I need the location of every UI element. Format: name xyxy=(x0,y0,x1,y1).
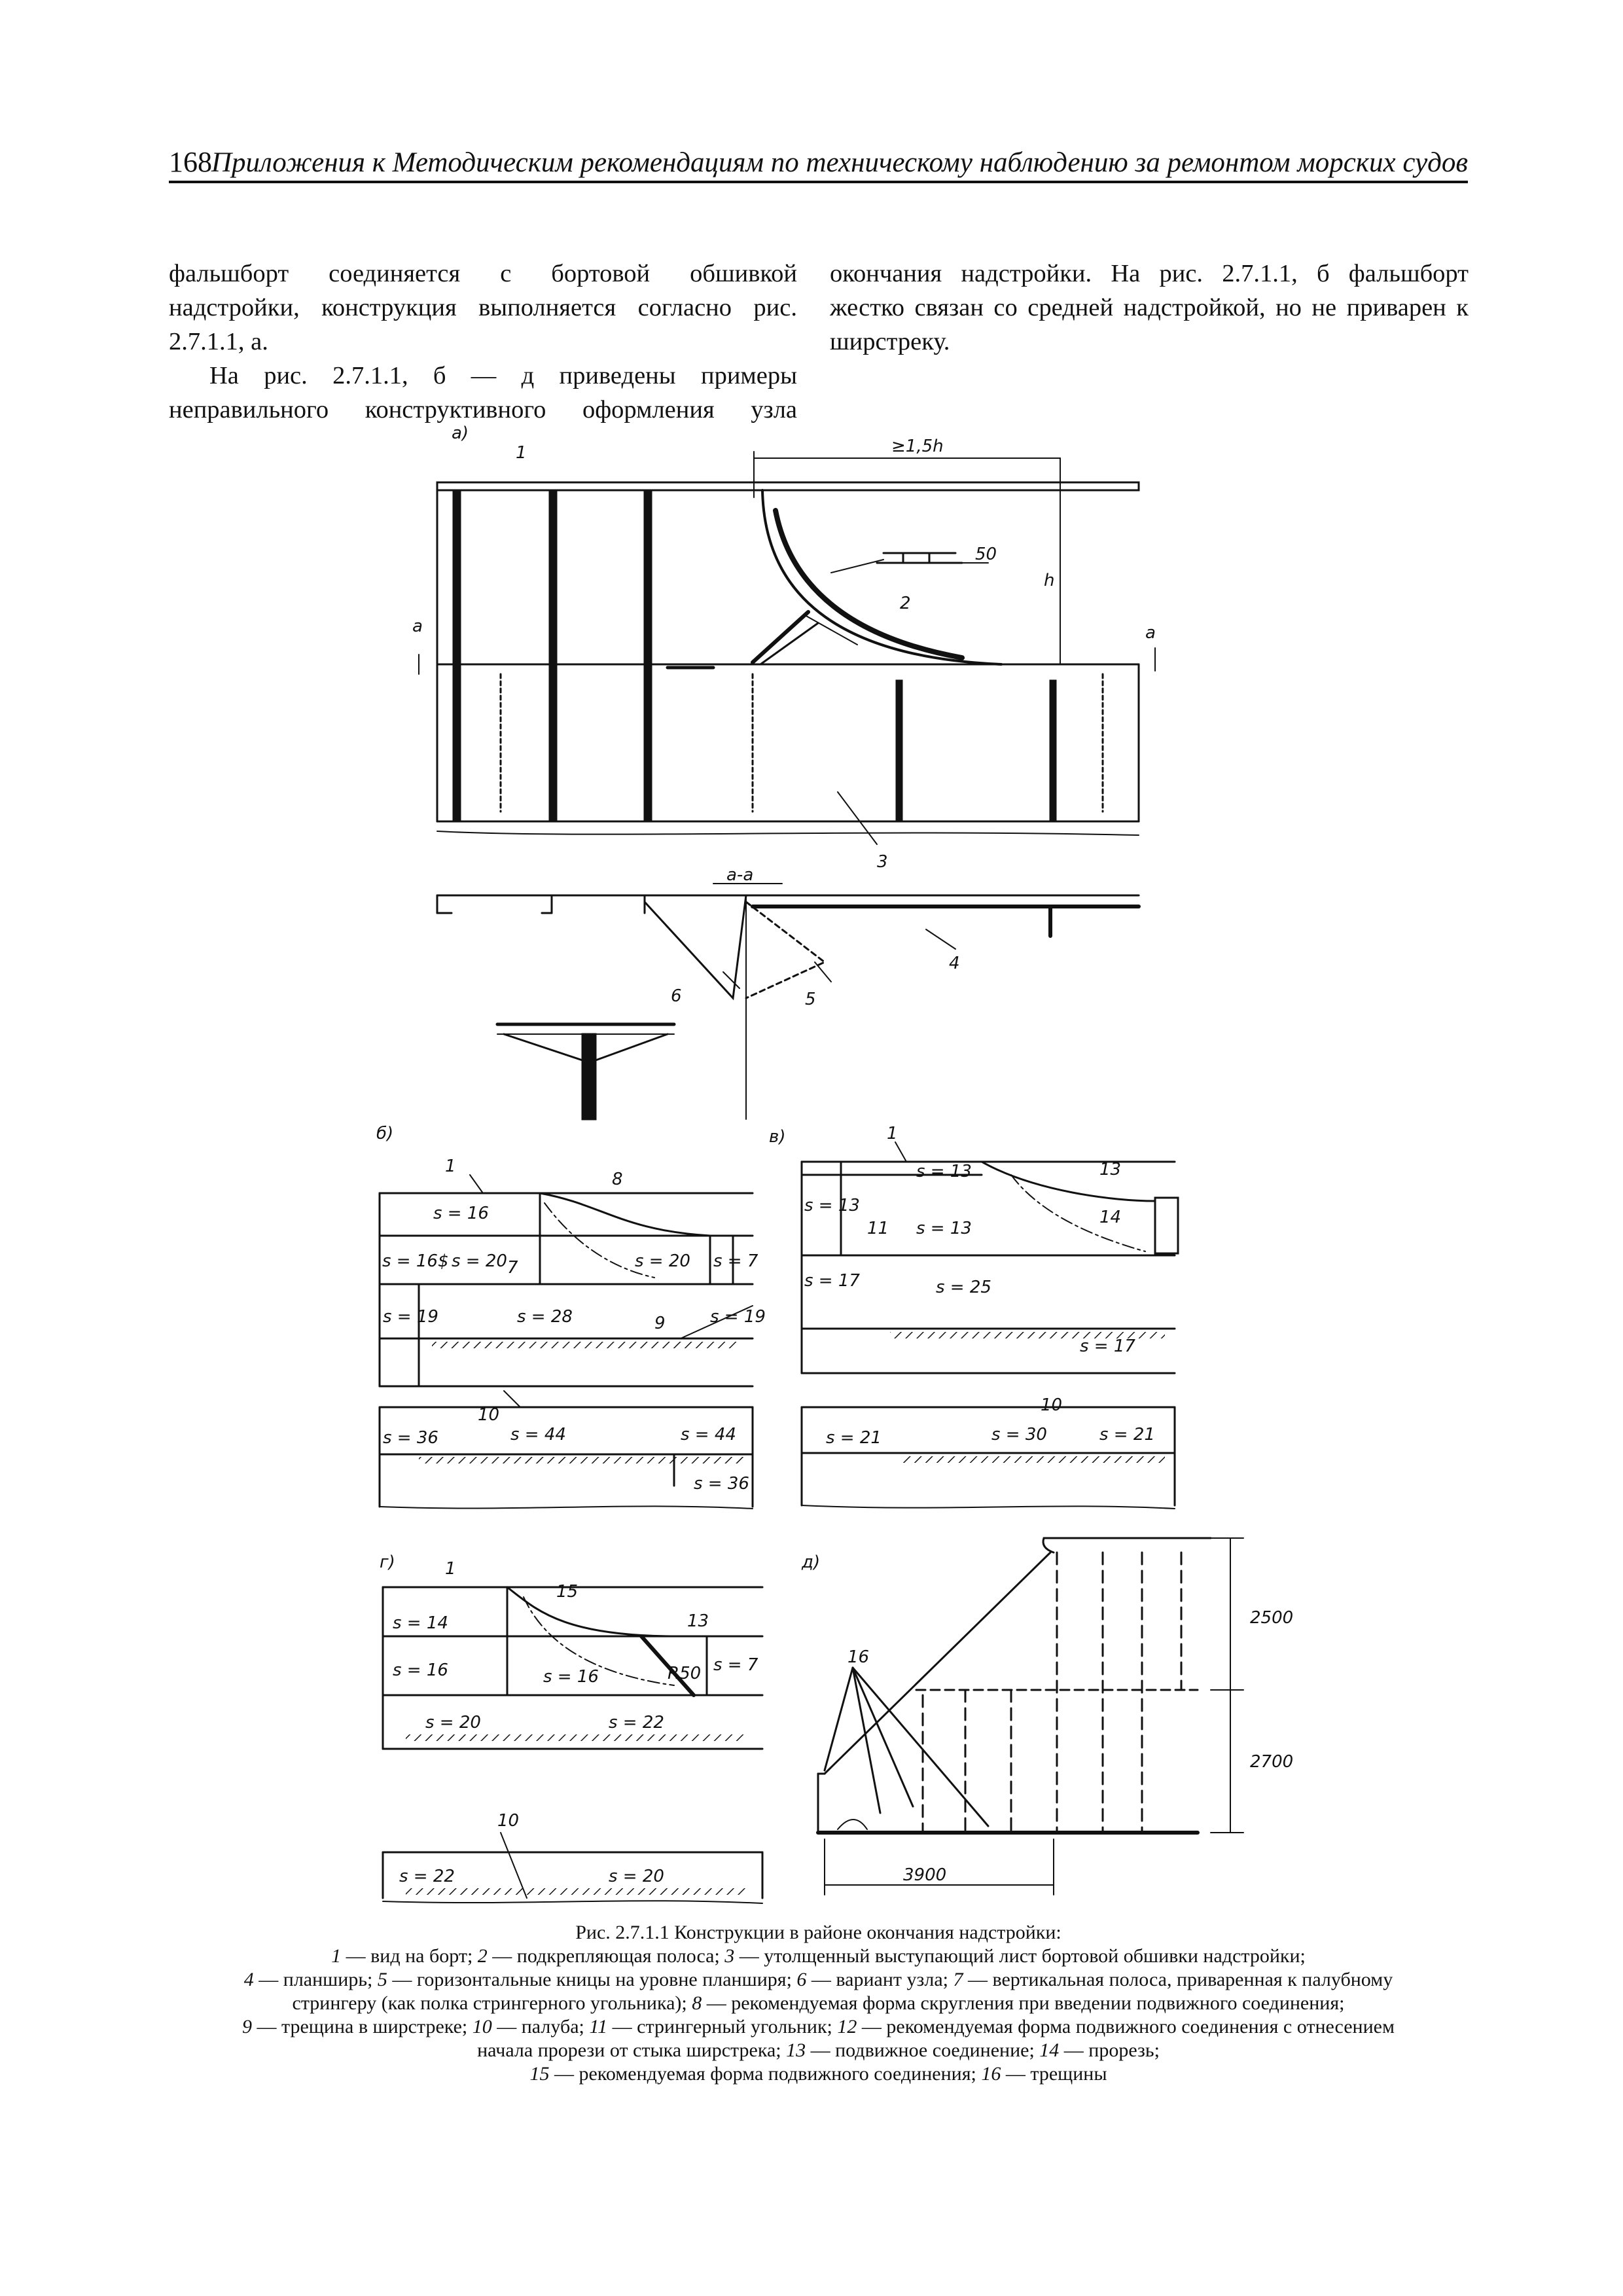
v-s13c: s = 13 xyxy=(916,1219,972,1238)
v-s17: s = 17 xyxy=(804,1271,860,1291)
callout-9: 9 xyxy=(654,1314,666,1333)
v-s30: s = 30 xyxy=(991,1425,1047,1444)
legend-text: — стрингерный угольник; xyxy=(607,2016,838,2037)
legend-number: 2 xyxy=(477,1945,488,1967)
callout-13: 13 xyxy=(1099,1160,1122,1179)
g-s16: s = 16 xyxy=(393,1660,448,1680)
callout-3: 3 xyxy=(877,852,888,872)
legend-number: 9 xyxy=(242,2016,253,2037)
callout-1: 1 xyxy=(887,1124,898,1143)
section-mark-right: а xyxy=(1145,623,1156,643)
legend-text: — прорезь; xyxy=(1059,2039,1160,2061)
caption-line xyxy=(169,1968,1468,1992)
legend-text: начала прорези от стыка ширстрека; xyxy=(477,2039,787,2061)
callout-6: 6 xyxy=(671,986,682,1006)
legend-text: — трещина в ширстреке; xyxy=(252,2016,473,2037)
panel-v-label: в) xyxy=(769,1127,786,1147)
legend-text: — подкрепляющая полоса; xyxy=(487,1945,725,1967)
legend-text: — вид на борт; xyxy=(341,1945,478,1967)
dim-overhang: ≥1,5h xyxy=(891,437,944,456)
legend-number: 8 xyxy=(692,1992,702,2014)
legend-number: 6 xyxy=(796,1969,807,1990)
g-s16b: s = 16 xyxy=(543,1667,599,1687)
legend-text: — подвижное соединение; xyxy=(806,2039,1040,2061)
legend-text: — рекомендуемая форма скругления при введении подвижного соединения; xyxy=(702,1992,1345,2014)
callout-1: 1 xyxy=(516,443,527,463)
technical-drawing-figure xyxy=(353,412,1294,1918)
legend-text: — палуба; xyxy=(491,2016,590,2037)
legend-number: 12 xyxy=(837,2016,857,2037)
legend-number: 16 xyxy=(981,2063,1001,2085)
b-s20: s = 20 xyxy=(452,1251,507,1271)
g-s22b: s = 22 xyxy=(399,1867,455,1886)
legend-number: 7 xyxy=(953,1969,963,1990)
v-s21: s = 21 xyxy=(826,1428,882,1448)
dim-3900: 3900 xyxy=(903,1865,947,1885)
v-s21b: s = 21 xyxy=(1099,1425,1155,1444)
legend-text: — планширь; xyxy=(253,1969,378,1990)
g-s20b: s = 20 xyxy=(609,1867,664,1886)
legend-number: 15 xyxy=(529,2063,550,2085)
callout-10: 10 xyxy=(1041,1395,1063,1415)
b-s44b: s = 44 xyxy=(681,1425,736,1444)
legend-number: 4 xyxy=(243,1969,254,1990)
panel-g xyxy=(383,1587,762,1903)
caption-line xyxy=(169,1992,1468,2015)
text-column-left xyxy=(169,257,797,427)
dim-h: h xyxy=(1044,571,1055,590)
g-s20: s = 20 xyxy=(425,1713,481,1732)
panel-d xyxy=(818,1538,1243,1895)
callout-10: 10 xyxy=(478,1405,500,1425)
legend-text: — рекомендуемая форма подвижного соединения; xyxy=(549,2063,982,2085)
legend-text: — вертикальная полоса, приваренная к палубному xyxy=(963,1969,1393,1990)
dim-2700: 2700 xyxy=(1250,1752,1294,1772)
section-label: а-а xyxy=(726,865,754,885)
b-s36b: s = 36 xyxy=(694,1474,749,1494)
panel-g-label: г) xyxy=(380,1552,395,1572)
callout-8: 8 xyxy=(612,1170,623,1189)
panel-d-label: д) xyxy=(802,1552,821,1572)
page-number: 168 xyxy=(169,146,212,178)
running-header xyxy=(169,145,1468,182)
legend-text: стрингеру (как полка стрингерного угольника); xyxy=(292,1992,692,2014)
b-s7: s = 7 xyxy=(713,1251,758,1271)
legend-text: — утолщенный выступающий лист бортовой обшивки надстройки; xyxy=(734,1945,1306,1967)
callout-1: 1 xyxy=(445,1157,456,1176)
legend-text: — горизонтальные кницы на уровне планширя; xyxy=(387,1969,797,1990)
b-s16: s = 16 xyxy=(433,1204,489,1223)
header-rule xyxy=(169,181,1468,183)
legend-number: 10 xyxy=(472,2016,492,2037)
callout-15: 15 xyxy=(556,1582,579,1602)
v-s25: s = 25 xyxy=(936,1278,991,1297)
paragraph: На рис. 2.7.1.1, б — д приведены примеры неправильного конструктивного оформления узла xyxy=(169,362,797,423)
callout-5: 5 xyxy=(805,990,816,1009)
caption-line xyxy=(169,1945,1468,1968)
legend-number: 3 xyxy=(724,1945,735,1967)
b-s28: s = 28 xyxy=(517,1307,573,1327)
b-s36: s = 36 xyxy=(383,1428,438,1448)
callout-13: 13 xyxy=(687,1611,709,1631)
paragraph: фальшборт соединяется с бортовой обшивкой надстройки, конструкция выполняется согласно рис. 2.7.1.1, а. xyxy=(169,260,797,355)
running-title: Приложения к Методическим рекомендациям по техническому наблюдению за ремонтом морских судов xyxy=(211,147,1468,178)
v-s17b: s = 17 xyxy=(1080,1336,1135,1356)
figure-svg xyxy=(353,412,1294,1918)
legend-number: 11 xyxy=(589,2016,608,2037)
caption-line xyxy=(169,2039,1468,2062)
dim-50: 50 xyxy=(975,545,997,564)
legend-number: 13 xyxy=(786,2039,806,2061)
dim-2500: 2500 xyxy=(1250,1608,1294,1628)
callout-14: 14 xyxy=(1099,1208,1122,1227)
legend-text: — трещины xyxy=(1001,2063,1107,2085)
callout-2: 2 xyxy=(900,594,911,613)
text-column-right xyxy=(830,257,1469,359)
g-s22: s = 22 xyxy=(609,1713,664,1732)
section-mark-left: а xyxy=(412,617,423,636)
legend-text: — рекомендуемая форма подвижного соединения с отнесением xyxy=(857,2016,1395,2037)
b-s20b: s = 20 xyxy=(635,1251,690,1271)
b-s19: s = 19 xyxy=(383,1307,438,1327)
figure-caption xyxy=(169,1921,1468,2086)
callout-16: 16 xyxy=(847,1647,870,1667)
caption-title: Рис. 2.7.1.1 Конструкции в районе окончания надстройки: xyxy=(575,1922,1061,1943)
caption-line xyxy=(169,2062,1468,2086)
v-s13: s = 13 xyxy=(916,1162,972,1181)
b-s16b: s = 16$ xyxy=(382,1251,449,1271)
callout-4: 4 xyxy=(949,954,960,973)
panel-a-label: а) xyxy=(452,423,469,443)
g-s14: s = 14 xyxy=(393,1613,448,1633)
callout-r50: R50 xyxy=(668,1664,702,1683)
panel-b xyxy=(380,1175,753,1509)
b-s19b: s = 19 xyxy=(710,1307,766,1327)
figure-labels xyxy=(376,423,1293,1886)
b-s44: s = 44 xyxy=(510,1425,566,1444)
panel-a-side-view xyxy=(419,452,1155,1119)
v-s13b: s = 13 xyxy=(804,1196,860,1215)
callout-1: 1 xyxy=(445,1559,456,1579)
callout-11: 11 xyxy=(867,1219,889,1238)
legend-number: 5 xyxy=(377,1969,387,1990)
paragraph: окончания надстройки. На рис. 2.7.1.1, б фальшборт жестко связан со средней надстройкой, но не приварен к ширстреку. xyxy=(830,260,1469,355)
legend-number: 1 xyxy=(331,1945,342,1967)
callout-10: 10 xyxy=(497,1811,520,1831)
caption-line xyxy=(169,2015,1468,2039)
callout-7: 7 xyxy=(507,1258,518,1278)
legend-number: 14 xyxy=(1039,2039,1060,2061)
g-s7: s = 7 xyxy=(713,1655,758,1675)
panel-b-label: б) xyxy=(376,1124,394,1143)
legend-text: — вариант узла; xyxy=(806,1969,954,1990)
